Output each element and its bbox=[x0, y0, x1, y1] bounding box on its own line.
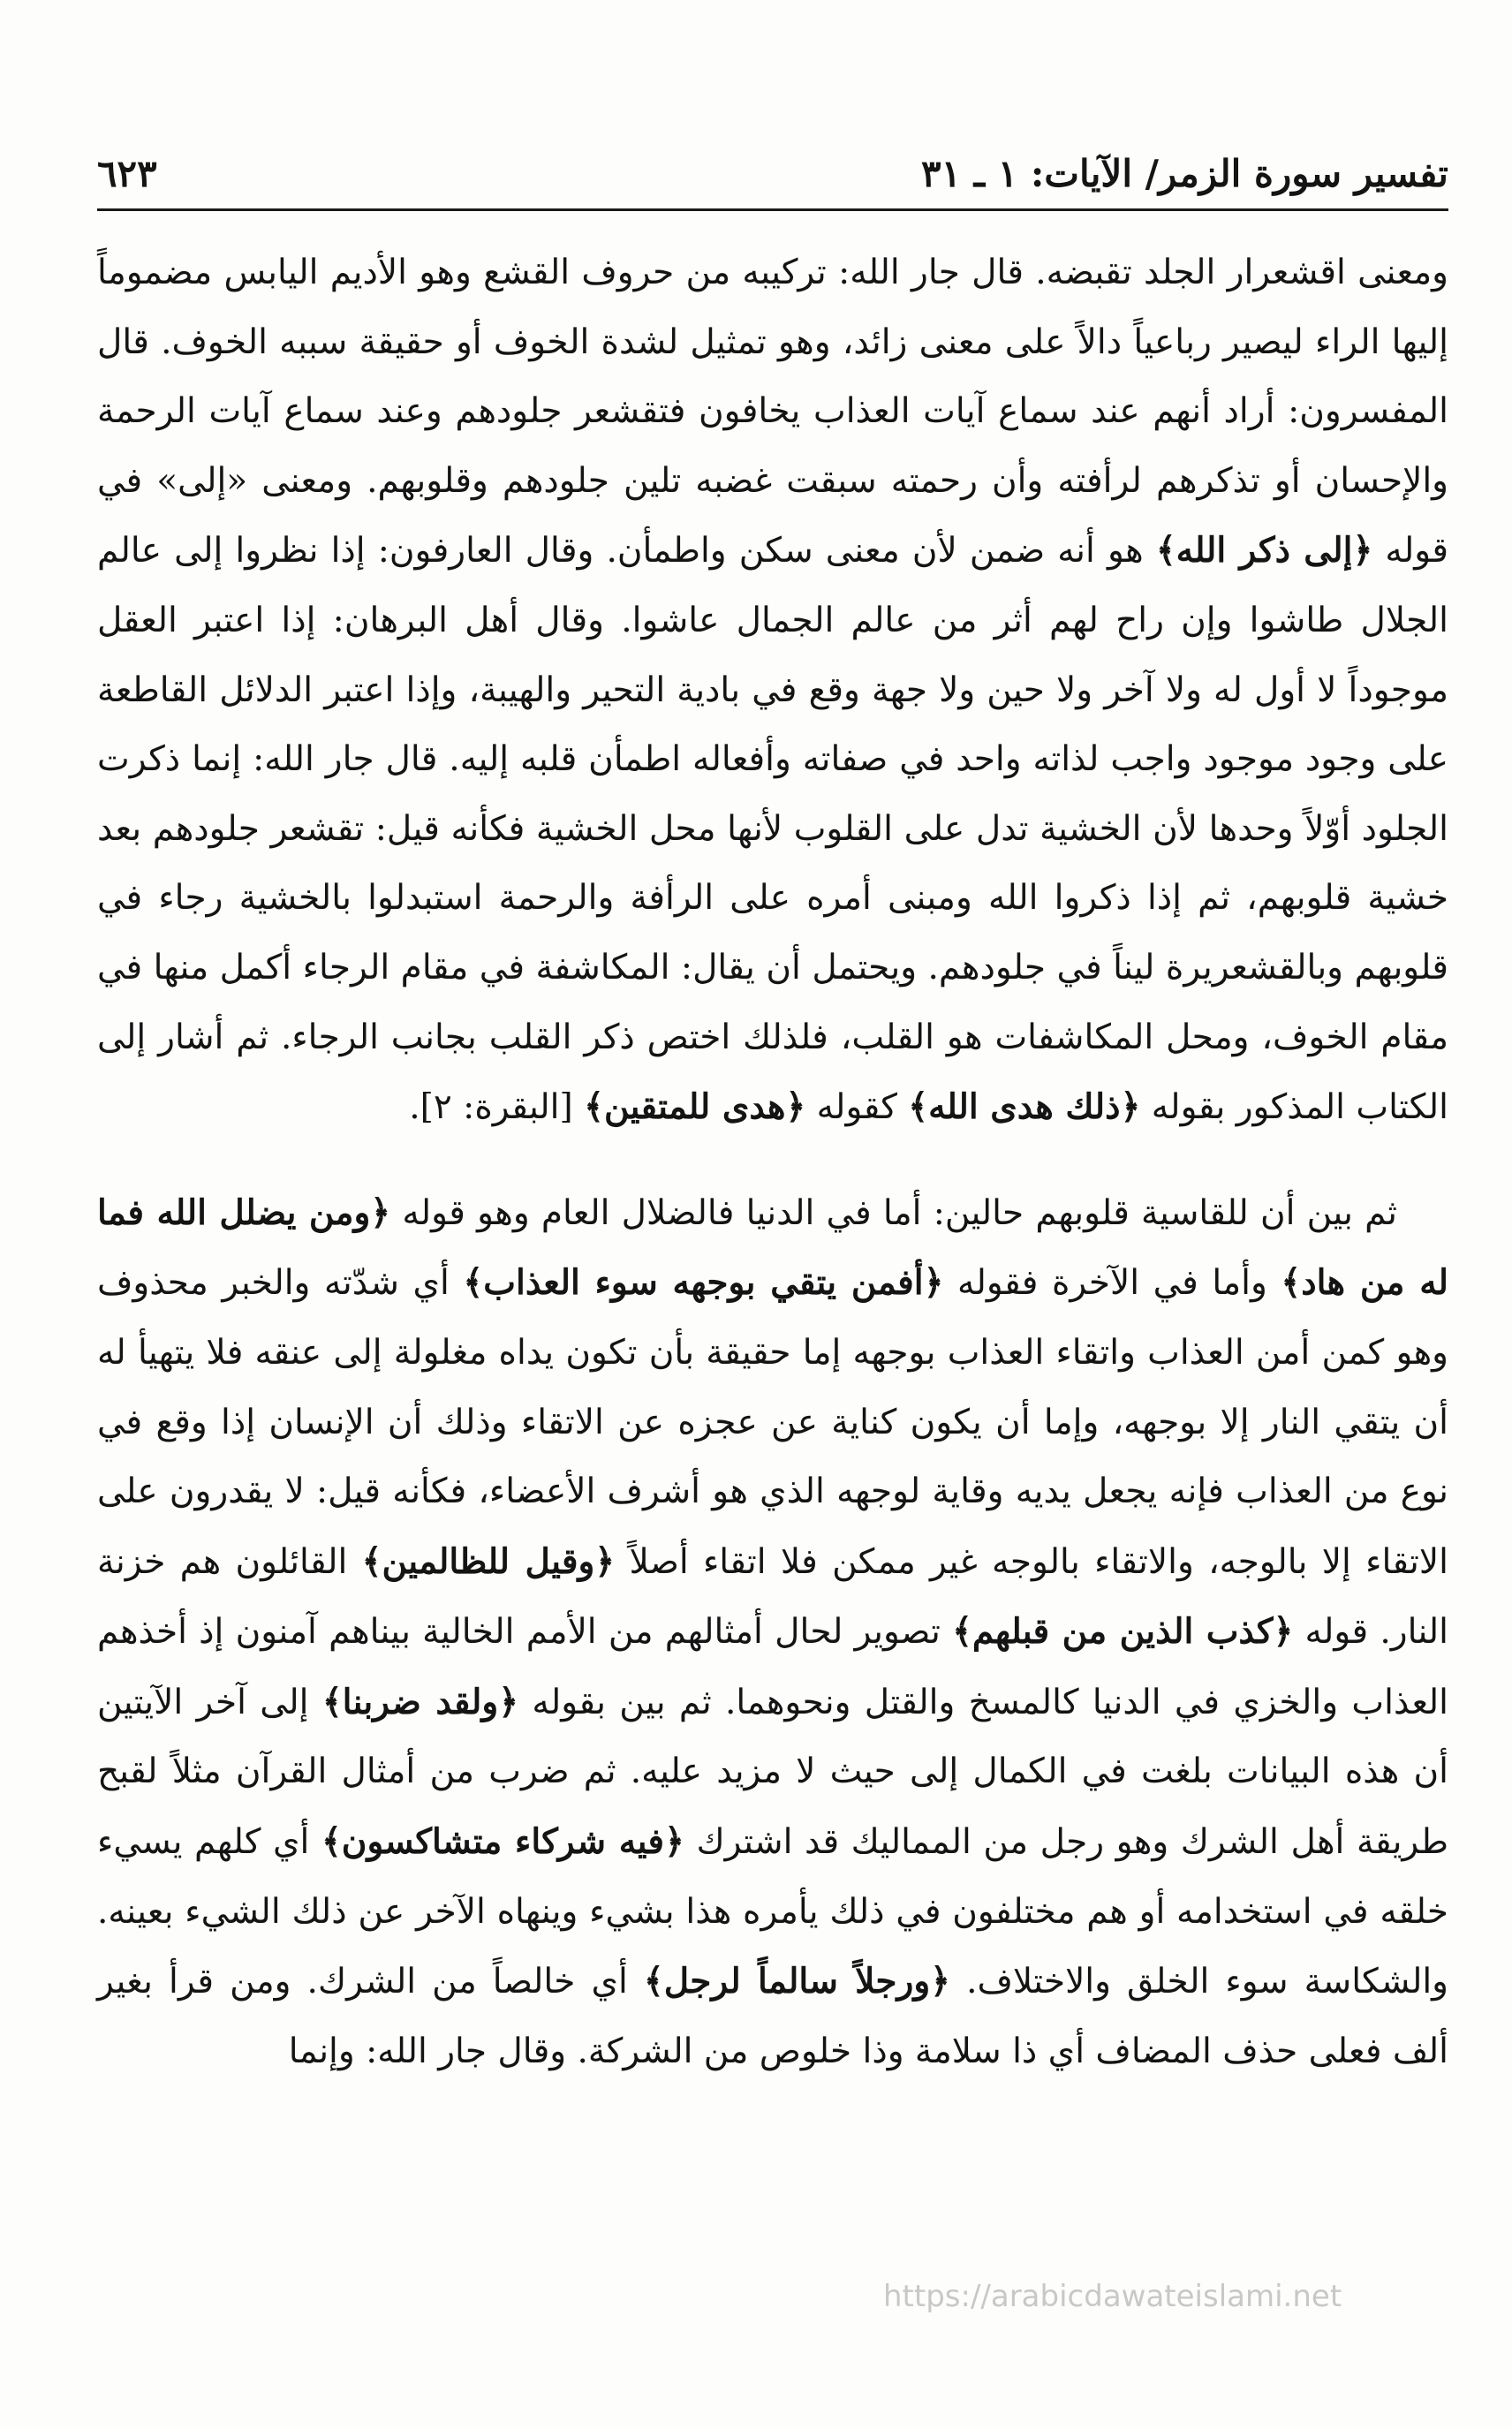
text-run: [البقرة: ٢]. bbox=[409, 1087, 585, 1128]
quran-citation: ﴿وقيل للظالمين﴾ bbox=[361, 1540, 616, 1582]
text-run: القائلون هم خزنة النار. قوله bbox=[97, 1541, 1448, 1653]
text-run: إلى آخر الآيتين أن هذه البيانات بلغت في الكمال إلى حيث لا مزيد عليه. ثم ضرب من أمثال القرآن مثلاً لقبح طريقة أهل الشرك وهو رجل من المماليك قد اشترك bbox=[97, 1682, 1448, 1863]
header-divider bbox=[97, 208, 1448, 211]
text-run: ثم بين أن للقاسية قلوبهم حالين: أما في الدنيا فالضلال العام وهو قوله bbox=[390, 1192, 1397, 1233]
quran-citation: ﴿أفمن يتقي بوجهه سوء العذاب﴾ bbox=[463, 1262, 944, 1304]
quran-citation: ﴿إلى ذكر الله﴾ bbox=[1155, 530, 1373, 571]
quran-citation: ﴿ورجلاً سالماً لرجل﴾ bbox=[643, 1961, 951, 2002]
text-run: كقوله bbox=[805, 1087, 909, 1128]
quran-citation: ﴿هدى للمتقين﴾ bbox=[584, 1086, 806, 1128]
source-watermark: https://arabicdawateislami.net bbox=[883, 2279, 1342, 2314]
text-run: وأما في الآخرة فقوله bbox=[943, 1263, 1281, 1304]
paragraph-2 bbox=[97, 1178, 1448, 2087]
quran-citation: ﴿ولقد ضربنا﴾ bbox=[321, 1681, 519, 1722]
quran-citation: ﴿ذلك هدى الله﴾ bbox=[908, 1086, 1141, 1128]
text-run: تصوير لحال أمثالهم من الأمم الخالية بيناهم آمنون إذ أخذهم العذاب والخزي في الدنيا كالمسخ والقتل ونحوهما. ثم بين بقوله bbox=[97, 1612, 1448, 1722]
quran-citation: ﴿ومن يضلل الله فما له من هاد﴾ bbox=[97, 1192, 1448, 1304]
text-run: هو أنه ضمن لأن معنى سكن واطمأن. وقال العارفون: إذا نظروا إلى عالم الجلال طاشوا وإن راح لهم أثر من عالم الجمال عاشوا. وقال أهل البرهان: إذا اعتبر العقل موجوداً لا أول له ولا آخر ولا حين ولا جهة وقع في بادية التحير والهيبة، وإذا اعتبر الدلائل القاطعة على وجود موجود واجب لذاته واحد في صفاته وأفعاله اطمأن قلبه إليه. قال جار الله: إنما ذكرت الجلود أوّلاً وحدها لأن الخشية تدل على القلوب لأنها محل الخشية فكأنه قيل: تقشعر جلودهم بعد خشية قلوبهم، ثم إذا ذكروا الله ومبنى أمره على الرأفة والرحمة استبدلوا بالخشية رجاء في قلوبهم وبالقشعريرة ليناً في جلودهم. ويحتمل أن يقال: المكاشفة في مقام الرجاء أكمل منها في مقام الخوف، ومحل المكاشفات هو القلب، فلذلك اختص ذكر القلب بجانب الرجاء. ثم أشار إلى الكتاب المذكور بقوله bbox=[97, 531, 1448, 1128]
paragraph-1 bbox=[97, 238, 1448, 1143]
text-run: ومعنى اقشعرار الجلد تقبضه. قال جار الله: تركيبه من حروف القشع وهو الأديم اليابس مضموماً إليها الراء ليصير رباعياً دالاً على معنى زائد، وهو تمثيل لشدة الخوف أو حقيقة سببه الخوف. قال المفسرون: أراد أنهم عند سماع آيات العذاب يخافون فتقشعر جلودهم وعند سماع آيات الرحمة والإحسان أو تذكرهم لرأفته وأن رحمته سبقت غضبه تلين جلودهم وقلوبهم. ومعنى «إلى» في قوله bbox=[97, 253, 1449, 571]
text-run: أي شدّته والخبر محذوف وهو كمن أمن العذاب واتقاء العذاب بوجهه إما حقيقة بأن تكون يداه مغلولة إلى عنقه فلا يتهيأ له أن يتقي النار إلا بوجهه، وإما أن يكون كناية عن عجزه عن الاتقاء وذلك أن الإنسان إذا وقع في نوع من العذاب فإنه يجعل يديه وقاية لوجهه الذي هو أشرف الأعضاء، فكأنه قيل: لا يقدرون على الاتقاء إلا بالوجه، والاتقاء بالوجه غير ممكن فلا اتقاء أصلاً bbox=[97, 1263, 1448, 1582]
page-number: ٦٢٣ bbox=[97, 152, 157, 195]
body-text bbox=[97, 238, 1448, 2086]
running-header bbox=[97, 148, 1448, 200]
text-run: أي كلهم يسيء خلقه في استخدامه أو هم مختلفون في ذلك يأمره هذا بشيء وينهاه الآخر عن ذلك الشيء بعينه. والشكاسة سوء الخلق والاختلاف. bbox=[97, 1822, 1448, 2002]
text-run: أي خالصاً من الشرك. ومن قرأ بغير ألف فعلى حذف المضاف أي ذا سلامة وذا خلوص من الشركة. وقال جار الله: وإنما bbox=[97, 1962, 1448, 2071]
header-title: تفسير سورة الزمر/ الآيات: ١ ـ ٣١ bbox=[921, 152, 1448, 195]
quran-citation: ﴿فيه شركاء متشاكسون﴾ bbox=[321, 1821, 684, 1863]
quran-citation: ﴿كذب الذين من قبلهم﴾ bbox=[952, 1611, 1294, 1653]
